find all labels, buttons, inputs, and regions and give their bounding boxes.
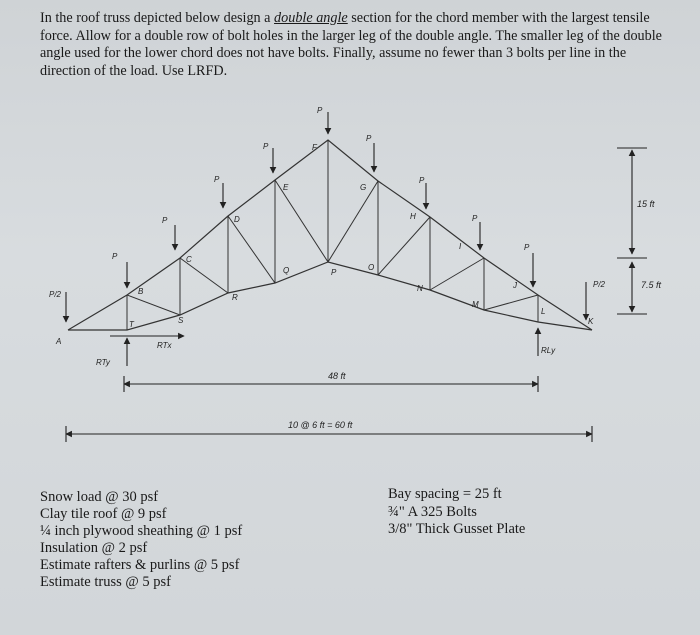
- dim-60ft: 10 @ 6 ft = 60 ft: [288, 420, 353, 430]
- problem-text-end: section for the chord member with the largest tensile force. Allow for a double row of bolt holes in the larger leg of the double angle. The smaller leg of the double angle used for the lower chord does not have bolts. Finally, assume no fewer than 3 bolts per line in the direction of the load. Use LRFD.: [40, 10, 662, 79]
- load-label-p3: P: [214, 175, 220, 184]
- bottom-chord: [68, 262, 592, 330]
- problem-emphasis: double angle: [274, 10, 348, 26]
- spec-list: [388, 486, 525, 539]
- spec-item: ¾" A 325 Bolts: [388, 503, 477, 520]
- reaction-rty: RTy: [96, 358, 110, 367]
- joint-b: B: [138, 287, 144, 296]
- load-label-p7: P: [419, 176, 425, 185]
- load-label-p6: P: [366, 134, 372, 143]
- joint-c: C: [186, 255, 192, 264]
- load-list: [40, 489, 242, 591]
- joint-k: K: [588, 317, 594, 326]
- joint-s: S: [178, 316, 184, 325]
- load-label-left-half: P/2: [49, 290, 62, 299]
- dim-48ft: 48 ft: [328, 371, 346, 381]
- joint-l: L: [541, 307, 546, 316]
- load-item: Snow load @ 30 psf: [40, 489, 159, 505]
- joint-e: E: [283, 183, 289, 192]
- joint-g: G: [360, 183, 367, 192]
- joint-p: P: [331, 268, 337, 277]
- dimension-lines: [66, 148, 647, 442]
- joint-a: A: [56, 337, 62, 346]
- load-item: Insulation @ 2 psf: [40, 540, 148, 556]
- problem-text-start: In the roof truss depicted below design a: [40, 10, 275, 26]
- joint-i: I: [459, 242, 462, 251]
- joint-n: N: [417, 284, 423, 293]
- load-label-p5: P: [317, 106, 323, 115]
- load-label-right-half: P/2: [593, 280, 606, 289]
- load-item: Estimate rafters & purlins @ 5 psf: [40, 557, 240, 573]
- load-label-p2: P: [162, 216, 168, 225]
- load-label-p8: P: [472, 214, 478, 223]
- truss-diagonals: [127, 180, 538, 315]
- load-label-p9: P: [524, 243, 530, 252]
- reactions: [110, 328, 538, 366]
- spec-item: Bay spacing = 25 ft: [388, 486, 502, 502]
- joint-t: T: [129, 320, 134, 329]
- joint-q: Q: [283, 266, 290, 275]
- applied-loads: [66, 112, 586, 322]
- dim-15ft: 15 ft: [637, 199, 655, 209]
- spec-item: 3/8" Thick Gusset Plate: [388, 521, 526, 537]
- joint-d: D: [234, 215, 240, 224]
- load-item: ¼ inch plywood sheathing @ 1 psf: [40, 523, 243, 539]
- dim-7-5ft: 7.5 ft: [641, 280, 662, 290]
- reaction-rly: RLy: [541, 346, 556, 355]
- joint-j: J: [513, 281, 517, 290]
- reaction-rtx: RTx: [157, 341, 172, 350]
- joint-r: R: [232, 293, 238, 302]
- joint-f: F: [312, 143, 317, 152]
- load-item: Clay tile roof @ 9 psf: [40, 506, 167, 522]
- joint-m: M: [472, 300, 479, 309]
- joint-o: O: [368, 263, 375, 272]
- load-label-p1: P: [112, 252, 118, 261]
- load-label-p4: P: [263, 142, 269, 151]
- load-item: Estimate truss @ 5 psf: [40, 574, 171, 590]
- joint-h: H: [410, 212, 416, 221]
